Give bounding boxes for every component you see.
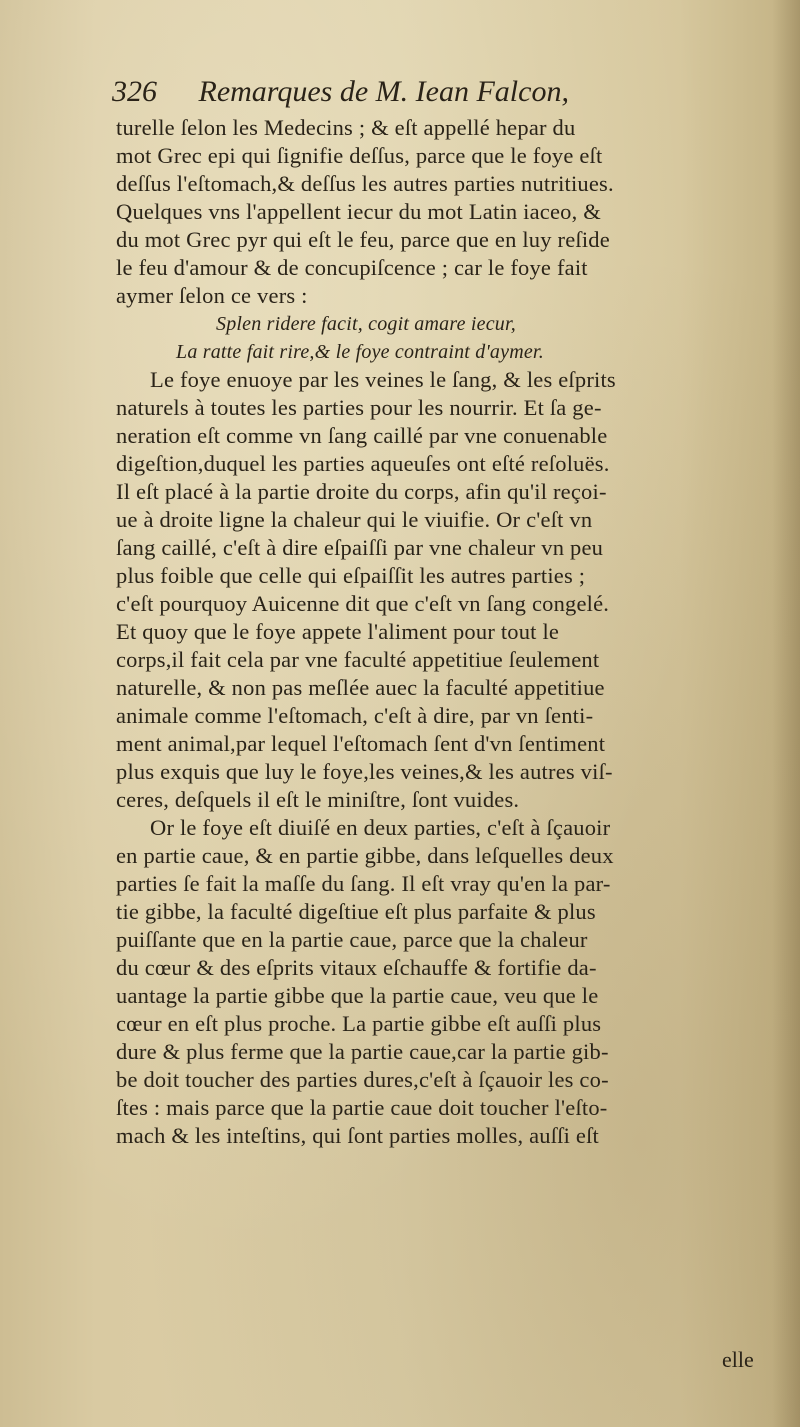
text-line: turelle ſelon les Medecins ; & eſt appellé hepar du [116,115,576,140]
text-line: Il eſt placé à la partie droite du corps, afin qu'il reçoi- [116,479,607,504]
catchword: elle [722,1347,754,1372]
text-line: du mot Grec pyr qui eſt le feu, parce que en luy reſide [116,227,610,252]
text-line: c'eſt pourquoy Auicenne dit que c'eſt vn ſang congelé. [116,591,610,616]
body-text [116,114,786,1150]
running-head [112,72,712,112]
text-line: mach & les inteſtins, qui ſont parties molles, auſſi eſt [116,1123,599,1148]
text-line: corps,il fait cela par vne faculté appetitiue ſeulement [116,647,600,672]
text-line: ſtes : mais parce que la partie caue doit toucher l'eſto- [116,1095,608,1120]
text-line: Or le foye eſt diuiſé en deux parties, c'eſt à ſçauoir [150,815,611,840]
text-line: ue à droite ligne la chaleur qui le viuifie. Or c'eſt vn [116,507,593,532]
text-line: animale comme l'eſtomach, c'eſt à dire, par vn ſenti- [116,703,594,728]
text-line: en partie caue, & en partie gibbe, dans leſquelles deux [116,843,614,868]
text-line: be doit toucher des parties dures,c'eſt à ſçauoir les co- [116,1067,609,1092]
text-line: du cœur & des eſprits vitaux eſchauffe & fortifie da- [116,955,597,980]
text-line: cœur en eſt plus proche. La partie gibbe eſt auſſi plus [116,1011,602,1036]
text-line: naturels à toutes les parties pour les nourrir. Et ſa ge- [116,395,602,420]
text-line: dure & plus ferme que la partie caue,car la partie gib- [116,1039,609,1064]
text-line: aymer ſelon ce vers : [116,283,308,308]
text-line: tie gibbe, la faculté digeſtiue eſt plus parfaite & plus [116,899,596,924]
text-line: neration eſt comme vn ſang caillé par vne conuenable [116,423,608,448]
text-line: ſang caillé, c'eſt à dire eſpaiſſi par vne chaleur vn peu [116,535,604,560]
text-line: naturelle, & non pas meſlée auec la faculté appetitiue [116,675,605,700]
text-line: Quelques vns l'appellent iecur du mot Latin iaceo, & [116,199,601,224]
running-title: Remarques de M. Iean Falcon, [198,75,569,108]
text-line: ceres, deſquels il eſt le miniſtre, ſont vuides. [116,787,520,812]
text-line: plus foible que celle qui eſpaiſſit les autres parties ; [116,563,586,588]
text-line: le feu d'amour & de concupiſcence ; car le foye fait [116,255,588,280]
text-line: Le foye enuoye par les veines le ſang, & les eſprits [150,367,616,392]
verse-line: La ratte fait rire,& le foye contraint d'aymer. [176,341,544,363]
text-line: parties ſe fait la maſſe du ſang. Il eſt vray qu'en la par- [116,871,611,896]
text-line: plus exquis que luy le foye,les veines,& les autres viſ- [116,759,613,784]
page-number: 326 [112,75,157,108]
verse-line: Splen ridere facit, cogit amare iecur, [216,313,516,335]
text-line: Et quoy que le foye appete l'aliment pour tout le [116,619,560,644]
text-line: mot Grec epi qui ſignifie deſſus, parce que le foye eſt [116,143,603,168]
text-line: ment animal,par lequel l'eſtomach ſent d'vn ſentiment [116,731,606,756]
text-line: uantage la partie gibbe que la partie caue, veu que le [116,983,599,1008]
text-line: deſſus l'eſtomach,& deſſus les autres parties nutritiues. [116,171,614,196]
text-line: puiſſante que en la partie caue, parce que la chaleur [116,927,588,952]
text-line: digeſtion,duquel les parties aqueuſes ont eſté reſoluës. [116,451,610,476]
